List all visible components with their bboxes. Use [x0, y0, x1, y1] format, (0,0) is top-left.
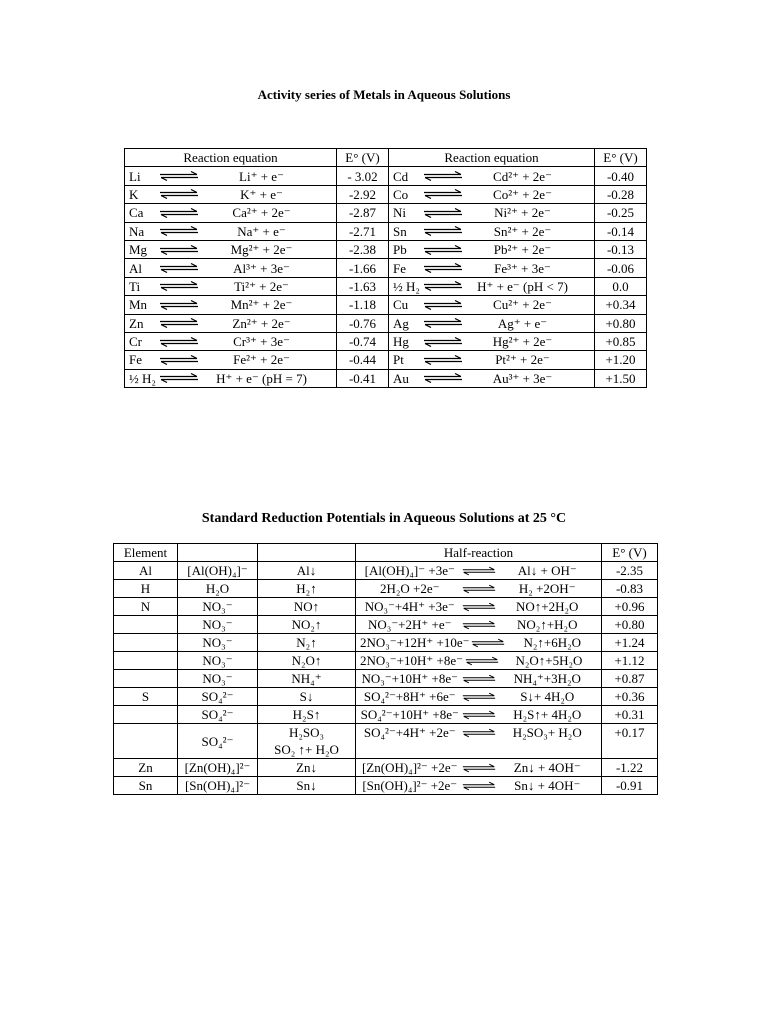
reduced-form-cell	[258, 777, 356, 795]
header-reaction-equation: Reaction equation	[125, 149, 337, 167]
equilibrium-arrow-icon	[465, 656, 499, 666]
header-potential: E° (V)	[337, 149, 389, 167]
reduced-product: NO↑	[293, 599, 320, 614]
metal-symbol: Sn	[393, 223, 407, 239]
reduced-form-cell	[258, 706, 356, 724]
potential-value: -1.63	[337, 277, 389, 295]
metal-symbol: Zn	[129, 315, 144, 331]
activity-row	[125, 369, 647, 387]
ion-products: Zn²⁺ + 2e⁻	[232, 315, 291, 331]
potential-value: -1.18	[337, 296, 389, 314]
reduced-form-cell	[258, 759, 356, 777]
equilibrium-arrow-icon	[423, 318, 463, 328]
reaction-equation-cell	[389, 296, 595, 314]
half-reaction-products: NH₄⁺+3H₂O	[513, 671, 581, 686]
header-reduced-form	[258, 544, 356, 562]
reaction-equation-cell	[125, 314, 337, 332]
reaction-equation-cell	[389, 314, 595, 332]
oxidized-form-cell: SO₄²⁻	[178, 688, 258, 706]
equilibrium-arrow-icon	[159, 263, 199, 273]
reduction-row	[114, 688, 658, 706]
potential-value: +0.34	[595, 296, 647, 314]
reaction-equation-cell	[389, 332, 595, 350]
half-reaction-cell	[356, 670, 602, 688]
reaction-equation-cell	[125, 204, 337, 222]
metal-symbol: Mg	[129, 242, 148, 258]
potential-value: - 3.02	[337, 167, 389, 185]
activity-series-table	[124, 148, 647, 388]
metal-symbol: Pt	[393, 352, 404, 368]
half-reaction-reactants: 2NO₃⁻+12H⁺ +10e⁻	[360, 635, 470, 650]
reduction-row	[114, 580, 658, 598]
equilibrium-arrow-icon	[462, 602, 496, 612]
reduced-product: N₂O↑	[291, 653, 322, 668]
reaction-equation-cell	[125, 259, 337, 277]
header-half-reaction: Half-reaction	[356, 544, 602, 562]
activity-row	[125, 222, 647, 240]
reduced-form-cell	[258, 724, 356, 759]
half-reaction-reactants: NO₃⁻+2H⁺ +e⁻	[368, 617, 452, 632]
ion-products: Co²⁺ + 2e⁻	[493, 186, 552, 202]
half-reaction-products: N₂O↑+5H₂O	[515, 653, 583, 668]
ion-products: Cr³⁺ + 3e⁻	[233, 334, 290, 350]
potential-value: +1.50	[595, 369, 647, 387]
reaction-equation-cell	[389, 167, 595, 185]
element-cell	[114, 634, 178, 652]
ion-products: H⁺ + e⁻ (pH = 7)	[216, 370, 307, 386]
equilibrium-arrow-icon	[462, 710, 496, 720]
reduced-product: H₂↑	[296, 581, 317, 596]
reduced-product: Zn↓	[296, 760, 317, 775]
ion-products: Al³⁺ + 3e⁻	[233, 260, 290, 276]
equilibrium-arrow-icon	[159, 300, 199, 310]
equilibrium-arrow-icon	[423, 189, 463, 199]
half-reaction-cell	[356, 634, 602, 652]
half-reaction-reactants: SO₄²⁻+4H⁺ +2e⁻	[363, 725, 456, 740]
equilibrium-arrow-icon	[423, 226, 463, 236]
half-reaction-cell	[356, 562, 602, 580]
reduction-row	[114, 634, 658, 652]
potential-value: -0.83	[602, 580, 658, 598]
ion-products: Cu²⁺ + 2e⁻	[493, 297, 552, 313]
oxidized-form-cell: NO₃⁻	[178, 616, 258, 634]
element-cell: Al	[114, 562, 178, 580]
activity-row	[125, 296, 647, 314]
activity-row	[125, 240, 647, 258]
equilibrium-arrow-icon	[159, 337, 199, 347]
metal-symbol: Cr	[129, 334, 142, 350]
reduced-product: H₂SO₃	[288, 725, 325, 740]
equilibrium-arrow-icon	[159, 245, 199, 255]
equilibrium-arrow-icon	[159, 171, 199, 181]
half-reaction-products: Sn↓ + 4OH⁻	[514, 778, 581, 793]
oxidized-form-cell: SO₄²⁻	[178, 706, 258, 724]
potential-value: +0.80	[602, 616, 658, 634]
header-oxidized-form	[178, 544, 258, 562]
activity-row	[125, 314, 647, 332]
potential-value: +0.87	[602, 670, 658, 688]
reduced-form-cell	[258, 580, 356, 598]
potential-value: +0.80	[595, 314, 647, 332]
metal-symbol: Ca	[129, 205, 144, 221]
equilibrium-arrow-icon	[159, 318, 199, 328]
ion-products: K⁺ + e⁻	[240, 186, 283, 202]
equilibrium-arrow-icon	[462, 566, 496, 576]
half-reaction-reactants: SO₄²⁻+10H⁺ +8e⁻	[360, 707, 459, 722]
potential-value: -2.71	[337, 222, 389, 240]
metal-symbol: Au	[393, 370, 409, 386]
half-reaction-products: Zn↓ + 4OH⁻	[513, 760, 581, 775]
equilibrium-arrow-icon	[462, 763, 496, 773]
metal-symbol: ½ H₂	[129, 370, 156, 386]
ion-products: Cd²⁺ + 2e⁻	[493, 168, 552, 184]
metal-symbol: Hg	[393, 334, 409, 350]
element-cell: Sn	[114, 777, 178, 795]
reduction-row	[114, 759, 658, 777]
reduction-row	[114, 724, 658, 759]
potential-value: -0.13	[595, 240, 647, 258]
equilibrium-arrow-icon	[423, 373, 463, 383]
oxidized-form-cell: [Zn(OH)₄]²⁻	[178, 759, 258, 777]
equilibrium-arrow-icon	[159, 355, 199, 365]
reaction-equation-cell	[125, 222, 337, 240]
reduced-form-cell	[258, 688, 356, 706]
reduced-product: NO₂↑	[291, 617, 322, 632]
ion-products: Sn²⁺ + 2e⁻	[493, 223, 552, 239]
reaction-equation-cell	[389, 351, 595, 369]
potential-value: -2.38	[337, 240, 389, 258]
potential-value: +1.12	[602, 652, 658, 670]
ion-products: Ti²⁺ + 2e⁻	[234, 278, 289, 294]
ion-products: Ag⁺ + e⁻	[497, 315, 548, 331]
ion-products: Ni²⁺ + 2e⁻	[494, 205, 551, 221]
equilibrium-arrow-icon	[462, 620, 496, 630]
ion-products: Pt²⁺ + 2e⁻	[495, 352, 550, 368]
half-reaction-products: N₂↑+6H₂O	[523, 635, 582, 650]
oxidized-form-cell: NO₃⁻	[178, 670, 258, 688]
reduced-product: Sn↓	[296, 778, 317, 793]
reduced-form-cell	[258, 616, 356, 634]
oxidized-form-cell: H₂O	[178, 580, 258, 598]
reaction-equation-cell	[125, 240, 337, 258]
reduction-row	[114, 706, 658, 724]
equilibrium-arrow-icon	[462, 584, 496, 594]
half-reaction-reactants: [Zn(OH)₄]²⁻ +2e⁻	[361, 760, 458, 775]
potential-value: -0.40	[595, 167, 647, 185]
activity-row	[125, 259, 647, 277]
reaction-equation-cell	[389, 240, 595, 258]
oxidized-form-cell: NO₃⁻	[178, 634, 258, 652]
reaction-equation-cell	[389, 259, 595, 277]
half-reaction-cell	[356, 598, 602, 616]
header-element: Element	[114, 544, 178, 562]
reduction-row	[114, 777, 658, 795]
half-reaction-reactants: NO₃⁻+10H⁺ +8e⁻	[361, 671, 458, 686]
potential-value: +0.96	[602, 598, 658, 616]
equilibrium-arrow-icon	[471, 638, 505, 648]
reduced-product: Al↓	[296, 563, 317, 578]
ion-products: Na⁺ + e⁻	[237, 223, 286, 239]
metal-symbol: Ti	[129, 278, 141, 294]
ion-products: H⁺ + e⁻ (pH < 7)	[477, 278, 568, 294]
reaction-equation-cell	[125, 185, 337, 203]
half-reaction-cell	[356, 724, 602, 759]
equilibrium-arrow-icon	[423, 281, 463, 291]
ion-products: Li⁺ + e⁻	[239, 168, 284, 184]
half-reaction-products: H₂SO₃+ H₂O	[512, 725, 582, 740]
equilibrium-arrow-icon	[423, 263, 463, 273]
activity-row	[125, 332, 647, 350]
potential-value: -0.76	[337, 314, 389, 332]
reaction-equation-cell	[125, 351, 337, 369]
reaction-equation-cell	[389, 277, 595, 295]
header-potential: E° (V)	[602, 544, 658, 562]
equilibrium-arrow-icon	[423, 337, 463, 347]
half-reaction-cell	[356, 580, 602, 598]
equilibrium-arrow-icon	[462, 781, 496, 791]
equilibrium-arrow-icon	[423, 300, 463, 310]
reaction-equation-cell	[389, 185, 595, 203]
reaction-equation-cell	[125, 277, 337, 295]
metal-symbol: Fe	[129, 352, 142, 368]
equilibrium-arrow-icon	[423, 355, 463, 365]
ion-products: Pb²⁺ + 2e⁻	[493, 242, 552, 258]
half-reaction-products: NO↑+2H₂O	[516, 599, 579, 614]
potential-value: -1.22	[602, 759, 658, 777]
potential-value: -2.35	[602, 562, 658, 580]
reduction-row	[114, 616, 658, 634]
equilibrium-arrow-icon	[159, 281, 199, 291]
activity-series-title: Activity series of Metals in Aqueous Solutions	[257, 87, 511, 102]
element-cell: H	[114, 580, 178, 598]
activity-row	[125, 167, 647, 185]
half-reaction-products: NO₂↑+H₂O	[517, 617, 578, 632]
half-reaction-cell	[356, 777, 602, 795]
potential-value: +1.20	[595, 351, 647, 369]
ion-products: Fe²⁺ + 2e⁻	[233, 352, 290, 368]
reduction-potentials-table	[113, 543, 658, 795]
reaction-equation-cell	[125, 167, 337, 185]
metal-symbol: Mn	[129, 297, 148, 313]
half-reaction-products: S↓+ 4H₂O	[520, 689, 575, 704]
metal-symbol: ½ H₂	[393, 278, 420, 294]
metal-symbol: Ni	[393, 205, 406, 221]
half-reaction-reactants: 2NO₃⁻+10H⁺ +8e⁻	[360, 653, 463, 668]
potential-value: -2.87	[337, 204, 389, 222]
metal-symbol: Na	[129, 223, 145, 239]
oxidized-form-cell: NO₃⁻	[178, 652, 258, 670]
half-reaction-reactants: [Sn(OH)₄]²⁻ +2e⁻	[362, 778, 458, 793]
half-reaction-reactants: NO₃⁻+4H⁺ +3e⁻	[364, 599, 455, 614]
reduction-row	[114, 670, 658, 688]
activity-header-row	[125, 149, 647, 167]
element-cell: Zn	[114, 759, 178, 777]
reaction-equation-cell	[389, 204, 595, 222]
oxidized-form-cell: NO₃⁻	[178, 598, 258, 616]
reduced-form-cell	[258, 598, 356, 616]
reduced-form-cell	[258, 652, 356, 670]
oxidized-form-cell: [Al(OH)₄]⁻	[178, 562, 258, 580]
ion-products: Fe³⁺ + 3e⁻	[494, 260, 551, 276]
reduced-form-cell	[258, 562, 356, 580]
reaction-equation-cell	[125, 332, 337, 350]
reaction-equation-cell	[125, 296, 337, 314]
reaction-equation-cell	[389, 222, 595, 240]
potential-value: -0.74	[337, 332, 389, 350]
metal-symbol: Pb	[393, 242, 407, 258]
metal-symbol: Co	[393, 186, 409, 202]
element-cell	[114, 652, 178, 670]
metal-symbol: Cd	[393, 168, 409, 184]
half-reaction-cell	[356, 759, 602, 777]
activity-row	[125, 204, 647, 222]
potential-value: 0.0	[595, 277, 647, 295]
potential-value: +0.36	[602, 688, 658, 706]
potential-value: -0.41	[337, 369, 389, 387]
reduced-product: H₂S↑	[292, 707, 321, 722]
reduction-row	[114, 598, 658, 616]
ion-products: Au³⁺ + 3e⁻	[492, 370, 553, 386]
half-reaction-cell	[356, 616, 602, 634]
reduction-row	[114, 562, 658, 580]
equilibrium-arrow-icon	[462, 692, 496, 702]
reaction-equation-cell	[125, 369, 337, 387]
header-potential: E° (V)	[595, 149, 647, 167]
potential-value: -0.25	[595, 204, 647, 222]
activity-row	[125, 185, 647, 203]
reduced-form-cell	[258, 634, 356, 652]
element-cell: S	[114, 688, 178, 706]
metal-symbol: Ag	[393, 315, 409, 331]
potential-value: -0.06	[595, 259, 647, 277]
potential-value: -0.14	[595, 222, 647, 240]
metal-symbol: Cu	[393, 297, 409, 313]
ion-products: Mn²⁺ + 2e⁻	[230, 297, 293, 313]
reduced-product-secondary: SO₂ ↑+ H₂O	[274, 742, 339, 757]
half-reaction-products: H₂S↑+ 4H₂O	[513, 707, 582, 722]
element-cell	[114, 670, 178, 688]
oxidized-form-cell: [Sn(OH)₄]²⁻	[178, 777, 258, 795]
metal-symbol: Li	[129, 168, 141, 184]
equilibrium-arrow-icon	[159, 208, 199, 218]
equilibrium-arrow-icon	[159, 373, 199, 383]
equilibrium-arrow-icon	[462, 674, 496, 684]
half-reaction-reactants: SO₄²⁻+8H⁺ +6e⁻	[363, 689, 456, 704]
reduction-header-row	[114, 544, 658, 562]
element-cell	[114, 724, 178, 759]
equilibrium-arrow-icon	[423, 171, 463, 181]
oxidized-form-cell: SO₄²⁻	[178, 724, 258, 759]
equilibrium-arrow-icon	[159, 226, 199, 236]
half-reaction-products: H₂ +2OH⁻	[518, 581, 576, 596]
potential-value: -0.91	[602, 777, 658, 795]
reduced-form-cell	[258, 670, 356, 688]
potential-value: +0.31	[602, 706, 658, 724]
reduction-row	[114, 652, 658, 670]
ion-products: Mg²⁺ + 2e⁻	[230, 242, 293, 258]
reduced-product: S↓	[299, 689, 314, 704]
half-reaction-cell	[356, 652, 602, 670]
activity-row	[125, 277, 647, 295]
ion-products: Ca²⁺ + 2e⁻	[232, 205, 291, 221]
activity-row	[125, 351, 647, 369]
potential-value: -0.44	[337, 351, 389, 369]
ion-products: Hg²⁺ + 2e⁻	[492, 334, 553, 350]
potential-value: -2.92	[337, 185, 389, 203]
header-reaction-equation: Reaction equation	[389, 149, 595, 167]
reduction-potentials-title: Standard Reduction Potentials in Aqueous Solutions at 25 °C	[201, 511, 567, 526]
potential-value: +1.24	[602, 634, 658, 652]
element-cell	[114, 616, 178, 634]
element-cell: N	[114, 598, 178, 616]
potential-value: +0.85	[595, 332, 647, 350]
metal-symbol: Fe	[393, 260, 406, 276]
half-reaction-cell	[356, 706, 602, 724]
equilibrium-arrow-icon	[159, 189, 199, 199]
half-reaction-reactants: [Al(OH)₄]⁻ +3e⁻	[364, 563, 455, 578]
reduced-product: NH₄⁺	[291, 671, 322, 686]
equilibrium-arrow-icon	[423, 208, 463, 218]
potential-value: -1.66	[337, 259, 389, 277]
half-reaction-products: Al↓ + OH⁻	[517, 563, 577, 578]
potential-value: +0.17	[602, 724, 658, 759]
reaction-equation-cell	[389, 369, 595, 387]
equilibrium-arrow-icon	[423, 245, 463, 255]
element-cell	[114, 706, 178, 724]
half-reaction-cell	[356, 688, 602, 706]
half-reaction-reactants: 2H₂O +2e⁻	[379, 581, 440, 596]
equilibrium-arrow-icon	[462, 728, 496, 738]
reduced-product: N₂↑	[296, 635, 317, 650]
metal-symbol: Al	[129, 260, 142, 276]
potential-value: -0.28	[595, 185, 647, 203]
metal-symbol: K	[129, 186, 139, 202]
